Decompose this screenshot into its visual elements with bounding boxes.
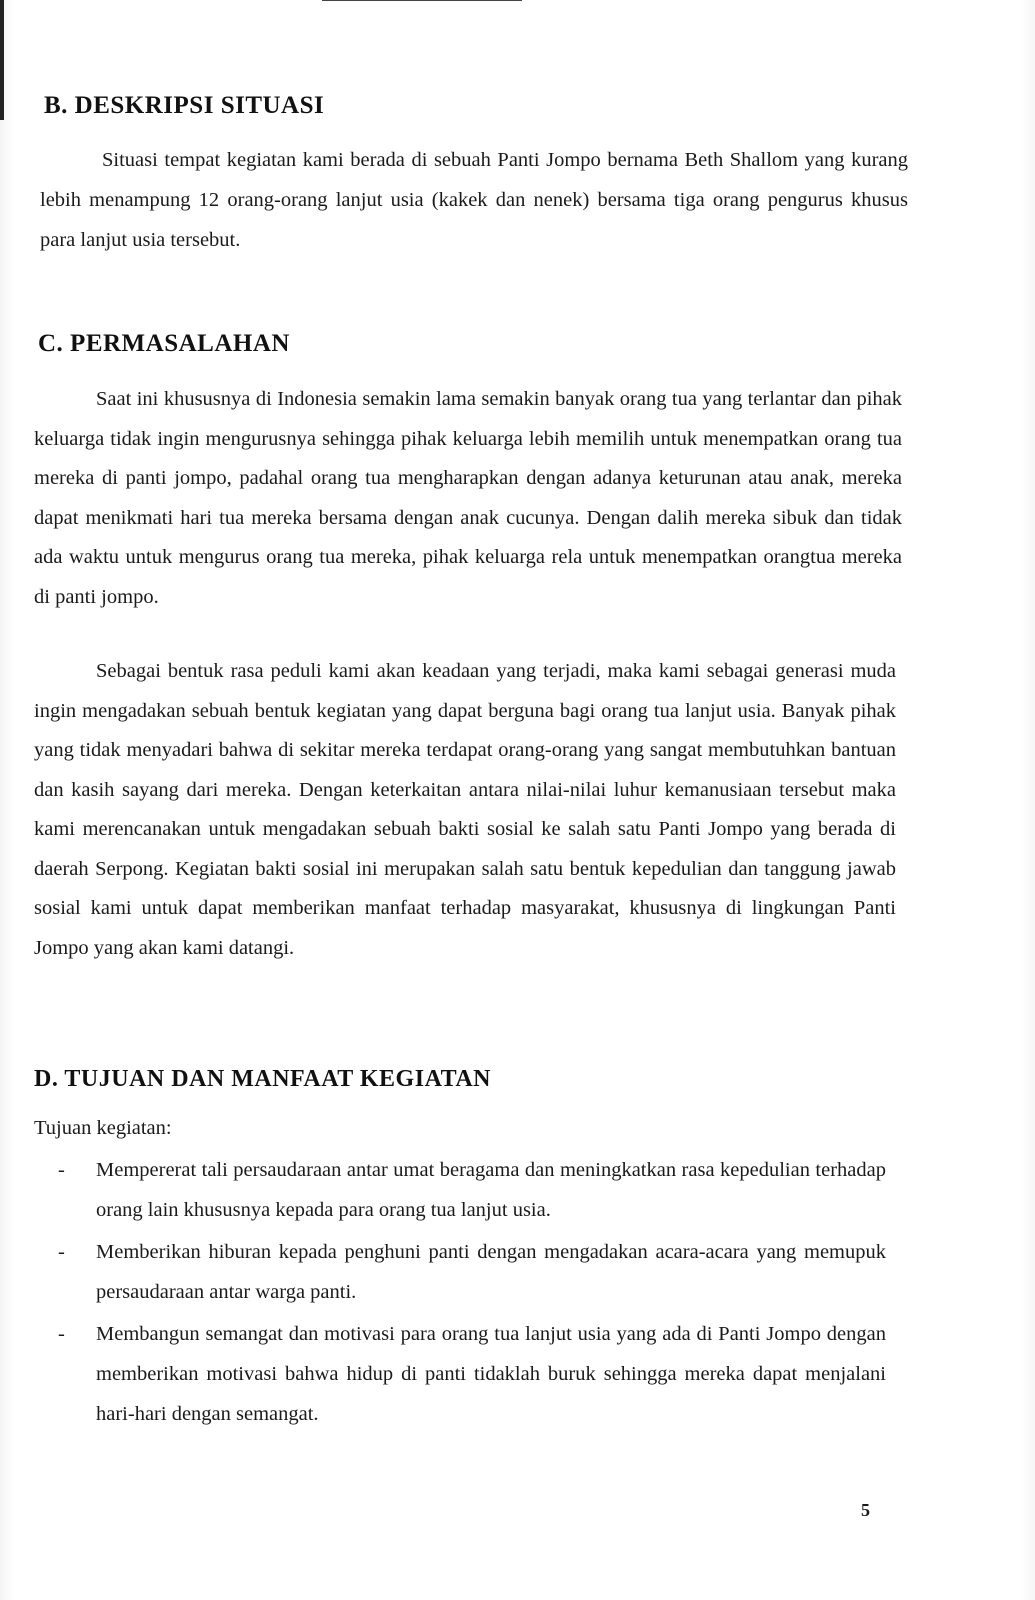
dash-bullet: -: [58, 1159, 65, 1181]
list-item-text: Membangun semangat dan motivasi para orang tua lanjut usia yang ada di Panti Jompo dengan memberikan motivasi bahwa hidup di panti tidaklah buruk sehingga mereka dapat menjalani hari-hari dengan semangat.: [96, 1323, 886, 1425]
list-item-text: Mempererat tali persaudaraan antar umat beragama dan meningkatkan rasa kepedulian terhadap orang lain khususnya kepada para orang tua lanjut usia.: [96, 1159, 886, 1221]
list-item: [34, 1150, 886, 1230]
dash-bullet: -: [58, 1323, 65, 1345]
list-item: [34, 1232, 886, 1312]
paragraph-deskripsi-situasi: Situasi tempat kegiatan kami berada di sebuah Panti Jompo bernama Beth Shallom yang kurang lebih menampung 12 orang-orang lanjut usia (kakek dan nenek) bersama tiga orang pengurus khusus para lanjut usia tersebut.: [40, 149, 908, 251]
page-number: 5: [861, 1500, 870, 1520]
scan-left-edge: [0, 0, 4, 120]
top-rule: [322, 0, 522, 1]
heading-deskripsi-situasi: B. DESKRIPSI SITUASI: [44, 92, 325, 119]
list-item-text: Memberikan hiburan kepada penghuni panti dengan mengadakan acara-acara yang memupuk persaudaraan antar warga panti.: [96, 1241, 886, 1303]
list-item: [34, 1314, 886, 1434]
paragraph-permasalahan-1: Saat ini khususnya di Indonesia semakin lama semakin banyak orang tua yang terlantar dan pihak keluarga tidak ingin mengurusnya sehingga pihak keluarga lebih memilih untuk menempatkan orang tua mereka di panti jompo, padahal orang tua mengharapkan dengan adanya keturunan atau anak, mereka dapat menikmati hari tua mereka bersama dengan anak cucunya. Dengan dalih mereka sibuk dan tidak ada waktu untuk mengurus orang tua mereka, pihak keluarga rela untuk menempatkan orangtua mereka di panti jompo.: [34, 388, 902, 608]
dash-bullet: -: [58, 1241, 65, 1263]
tujuan-kegiatan-label: Tujuan kegiatan:: [34, 1117, 172, 1139]
goals-list: [34, 1150, 886, 1436]
heading-permasalahan: C. PERMASALAHAN: [38, 330, 290, 357]
paragraph-permasalahan-2: Sebagai bentuk rasa peduli kami akan keadaan yang terjadi, maka kami sebagai generasi muda ingin mengadakan sebuah bentuk kegiatan yang dapat berguna bagi orang tua lanjut usia. Banyak pihak yang tidak menyadari bahwa di sekitar mereka terdapat orang-orang yang sangat membutuhkan bantuan dan kasih sayang dari mereka. Dengan keterkaitan antara nilai-nilai luhur kemanusiaan tersebut maka kami merencanakan untuk mengadakan sebuah bakti sosial ke salah satu Panti Jompo yang berada di daerah Serpong. Kegiatan bakti sosial ini merupakan salah satu bentuk kepedulian dan tanggung jawab sosial kami untuk dapat memberikan manfaat terhadap masyarakat, khususnya di lingkungan Panti Jompo yang akan kami datangi.: [34, 660, 896, 959]
heading-tujuan-manfaat: D. TUJUAN DAN MANFAAT KEGIATAN: [34, 1066, 492, 1092]
